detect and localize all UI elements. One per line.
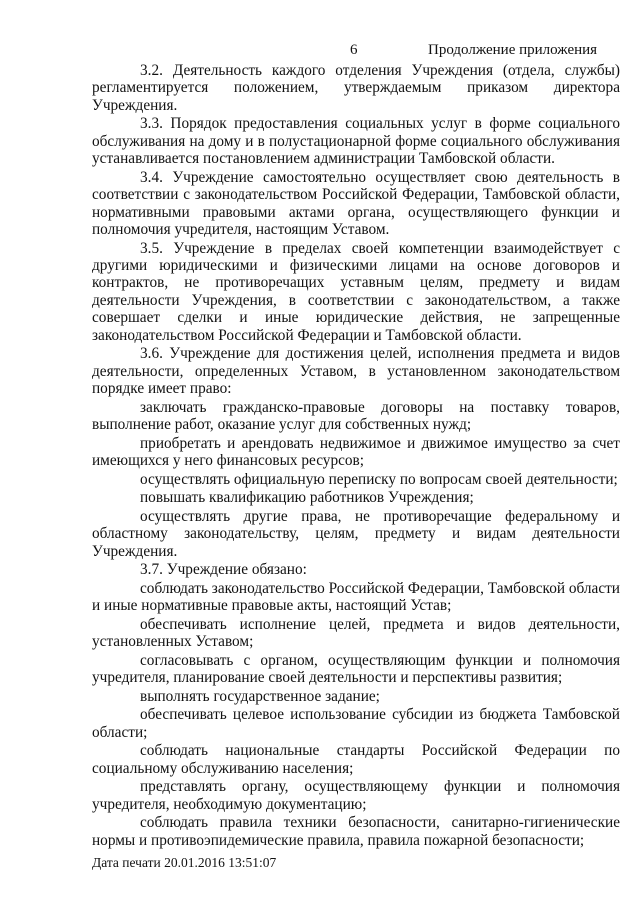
paragraph: представлять органу, осуществляющему функции и полномочия учредителя, необходимую документацию; <box>92 778 620 813</box>
paragraph: 3.5. Учреждение в пределах своей компетенции взаимодействует с другими юридическими и физическими лицами на основе договоров и контрактов, не противоречащих уставным целям, предмету и видам деятельности Учреждения, в соответствии с законодательством, а также совершает сделки и иные юридические действия, не запрещенные законодательством Российской Федерации и Тамбовской области. <box>92 239 620 344</box>
paragraph: 3.6. Учреждение для достижения целей, исполнения предмета и видов деятельности, определенных Уставом, в установленном законодательством порядке имеет право: <box>92 345 620 398</box>
paragraph: приобретать и арендовать недвижимое и движимое имущество за счет имеющихся у него финансовых ресурсов; <box>92 434 620 470</box>
paragraph: соблюдать национальные стандарты Российской Федерации по социальному обслуживанию населения; <box>92 742 620 777</box>
paragraph: повышать квалификацию работников Учреждения; <box>140 489 474 507</box>
paragraph: 3.2. Деятельность каждого отделения Учреждения (отдела, службы) регламентируется положением, утверждаемым приказом директора Учреждения. <box>92 62 620 114</box>
body-text <box>92 62 620 850</box>
paragraph: осуществлять другие права, не противоречащие федеральному и областному законодательству, целям, предмету и видам деятельности Учреждения. <box>92 507 620 560</box>
paragraph: 3.7. Учреждение обязано: <box>140 561 307 579</box>
page-number: 6 <box>350 42 358 58</box>
paragraph: осуществлять официальную переписку по вопросам своей деятельности; <box>140 470 618 488</box>
paragraph: 3.3. Порядок предоставления социальных услуг в форме социального обслуживания на дому и в полустационарной форме социального обслуживания устанавливается постановлением администрации Тамбовской области. <box>92 115 620 168</box>
paragraph: обеспечивать исполнение целей, предмета и видов деятельности, установленных Уставом; <box>92 615 620 651</box>
paragraph: соблюдать законодательство Российской Федерации, Тамбовской области и иные нормативные правовые акты, настоящий Устав; <box>92 579 620 615</box>
print-date: Дата печати 20.01.2016 13:51:07 <box>92 855 277 870</box>
paragraph: согласовывать с органом, осуществляющим функции и полномочия учредителя, планирование своей деятельности и перспективы развития; <box>92 651 620 687</box>
paragraph: выполнять государственное задание; <box>140 687 380 705</box>
paragraph: обеспечивать целевое использование субсидии из бюджета Тамбовской области; <box>92 706 620 741</box>
running-title: Продолжение приложения <box>428 42 598 58</box>
paragraph: соблюдать правила техники безопасности, санитарно-гигиенические нормы и противоэпидемические правила, правила пожарной безопасности; <box>92 814 620 849</box>
paragraph: 3.4. Учреждение самостоятельно осуществляет свою деятельность в соответствии с законодательством Российской Федерации, Тамбовской области, нормативными правовыми актами органа, осуществляющего функции и полномочия учредителя, настоящим Уставом. <box>92 168 620 239</box>
paragraph: заключать гражданско-правовые договоры на поставку товаров, выполнение работ, оказание услуг для собственных нужд; <box>92 398 620 434</box>
